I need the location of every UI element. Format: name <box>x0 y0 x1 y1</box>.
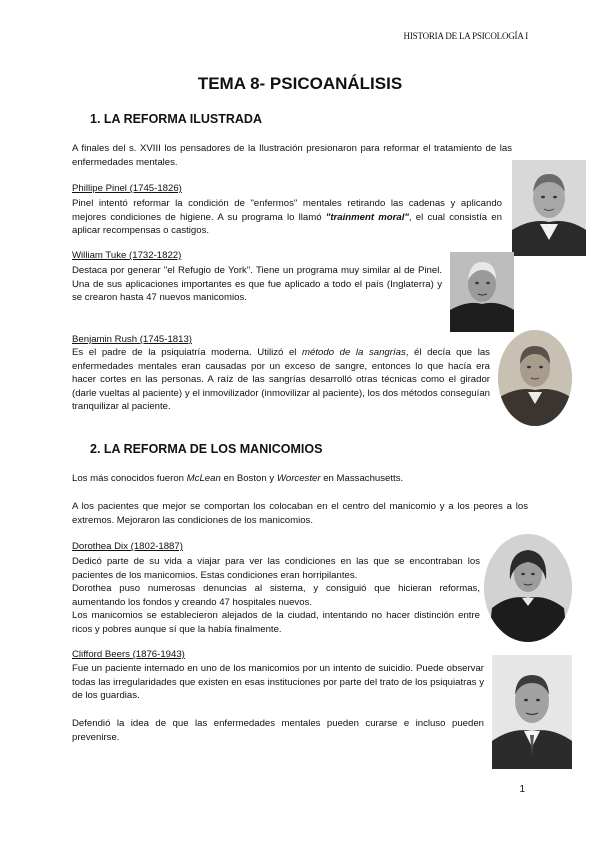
tuke-name: William Tuke (1732-1822) <box>72 250 182 261</box>
section-1-intro: A finales del s. XVIII los pensadores de la Ilustración presionaron para reformar el tratamiento de las enfermedades mentales. <box>72 143 512 168</box>
dix-portrait <box>484 534 572 642</box>
rush-text: Es el padre de la psiquiatría moderna. Utilizó el <box>72 347 303 358</box>
dix-text-1: Dedicó parte de su vida a viajar para ver las condiciones en las que se encontraban los pacientes de los manicomios. Estas condiciones eran horripilantes. <box>72 556 480 581</box>
section-2-heading: 2. LA REFORMA DE LOS MANICOMIOS <box>90 442 323 456</box>
pinel-emphasis: "trainment moral" <box>325 211 409 223</box>
pinel-portrait-image <box>512 160 586 256</box>
beers-name: Clifford Beers (1876-1943) <box>72 649 185 660</box>
pinel-text-end: , el cual consistía en aplicar recompensas o castigos. <box>72 211 502 237</box>
beers-portrait-image <box>492 655 572 769</box>
dix-paragraph <box>72 555 480 637</box>
running-header: HISTORIA DE LA PSICOLOGÍA I <box>403 31 528 41</box>
rush-portrait <box>498 330 572 426</box>
para-1-text-e: en Massachusetts. <box>320 473 404 484</box>
dix-portrait-image <box>484 534 572 642</box>
pinel-text: Pinel intentó reformar la condición de "enfermos" mentales retirando las cadenas y aplicando mejores condiciones de higiene. A su programa lo llamó <box>72 198 502 223</box>
section-1-heading: 1. LA REFORMA ILUSTRADA <box>90 112 262 126</box>
dix-text-3: Los manicomios se establecieron alejados de la ciudad, intentando no hacer distinción entre ricos y pobres aunque sí que la había finalmente. <box>72 610 480 635</box>
dix-text-2: Dorothea puso numerosas denuncias al sistema, y consiguió que hicieran reformas, aumentando los fondos y creando 47 hospitales nuevos. <box>72 583 480 608</box>
para-1-worcester: Worcester <box>276 473 321 484</box>
para-1-text-c: en Boston y <box>220 473 277 484</box>
tuke-portrait-image <box>450 252 514 332</box>
page-number: 1 <box>519 784 525 795</box>
beers-paragraph-1: Fue un paciente internado en uno de los manicomios por un intento de suicidio. Puede observar todas las irregularidades que existen en esas instituciones por parte del trato de los psiquiatras y de los guardias. <box>72 663 484 702</box>
pinel-portrait <box>512 160 586 256</box>
dix-name: Dorothea Dix (1802-1887) <box>72 541 183 552</box>
beers-paragraph-2: Defendió la idea de que las enfermedades mentales pueden curarse e incluso pueden prevenirse. <box>72 718 484 743</box>
rush-portrait-image <box>498 330 572 426</box>
beers-portrait <box>492 655 572 769</box>
para-1-mclean: McLean <box>186 473 221 484</box>
tuke-paragraph: Destaca por generar "el Refugio de York". Tiene un programa muy similar al de Pinel. Una de sus aplicaciones importantes es que fue aplicado a todo el país (Inglaterra) y se crearon hasta 47 nuevos manicomios. <box>72 265 442 304</box>
pinel-paragraph <box>72 197 502 238</box>
pinel-name: Phillipe Pinel (1745-1826) <box>72 183 182 194</box>
rush-paragraph <box>72 346 490 414</box>
para-1-text-a: Los más conocidos fueron <box>72 473 187 484</box>
tuke-portrait <box>450 252 514 332</box>
section-2-para-2: A los pacientes que mejor se comportan los colocaban en el centro del manicomio y a los peores a los extremos. Mejoraron las condiciones de los manicomios. <box>72 501 528 526</box>
section-2-para-1 <box>72 472 532 486</box>
page-title: TEMA 8- PSICOANÁLISIS <box>197 74 403 93</box>
rush-emphasis: método de la sangrías <box>302 347 406 358</box>
rush-text-end: , él decía que las enfermedades mentales eran causadas por un exceso de sangre, entonces lo que hacía era hacer cortes en las personas. A raíz de las sangrías desarrolló otras técnicas como el girador (darle vueltas al paciente) y el inmovilizador (inmovilizar al paciente), los dos métodos conseguían tranquilizar al paciente. <box>72 347 490 413</box>
rush-name: Benjamin Rush (1745-1813) <box>72 334 192 345</box>
